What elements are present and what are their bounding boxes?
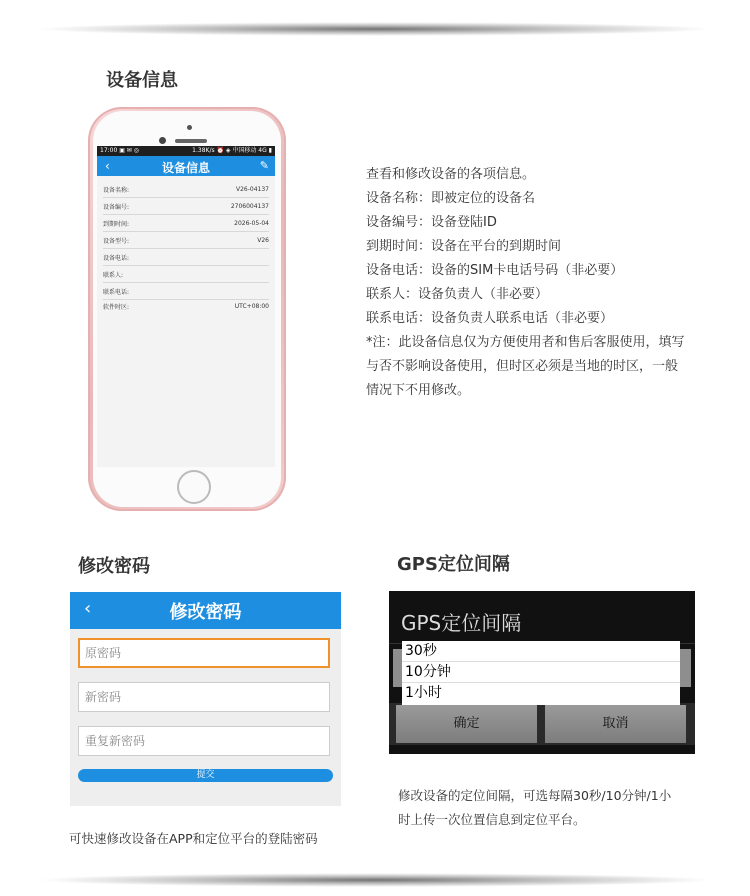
device-info-row-label: 设备编号:: [103, 203, 130, 211]
device-info-row[interactable]: [103, 181, 269, 198]
old-password-input[interactable]: 原密码: [78, 638, 330, 668]
change-password-section-title: 修改密码: [78, 556, 150, 577]
device-info-row[interactable]: [103, 249, 269, 266]
description-line: 设备编号：设备登陆ID: [366, 215, 497, 230]
status-bar: [97, 146, 275, 156]
earpiece-speaker: [175, 139, 207, 143]
device-info-row-label: 设备电话:: [103, 254, 130, 262]
device-info-row[interactable]: [103, 283, 269, 300]
new-password-input[interactable]: 新密码: [78, 682, 330, 712]
device-info-appbar: [97, 156, 275, 176]
status-left: 17:00 ▣ ✉ ◎: [100, 147, 139, 154]
change-password-caption: 可快速修改设备在APP和定位平台的登陆密码: [69, 831, 318, 846]
device-info-row[interactable]: [103, 266, 269, 283]
front-camera: [159, 137, 166, 144]
proximity-sensor: [187, 125, 192, 130]
edit-icon[interactable]: ✎: [259, 159, 269, 172]
confirm-button[interactable]: 确定: [396, 705, 537, 743]
change-password-screen: [70, 592, 341, 806]
description-line: 设备名称：即被定位的设备名: [366, 191, 536, 206]
description-line: 联系人：设备负责人（非必要）: [366, 287, 549, 302]
bottom-divider-shadow: [35, 873, 715, 887]
home-button[interactable]: [177, 470, 211, 504]
gps-interval-options: [402, 641, 680, 705]
change-password-appbar-title: 修改密码: [169, 602, 242, 623]
submit-button[interactable]: 提交: [78, 769, 333, 782]
device-info-row-value: 2026-05-04: [234, 219, 269, 227]
device-info-row-label: 设备型号:: [103, 237, 130, 245]
top-divider-shadow: [35, 22, 715, 36]
dialog-button-row: [389, 703, 695, 745]
repeat-password-input[interactable]: 重复新密码: [78, 726, 330, 756]
device-info-section-title: 设备信息: [106, 70, 178, 91]
description-line: 与否不影响设备使用，但时区必须是当地的时区，一般: [366, 359, 679, 374]
device-info-description: [366, 163, 716, 403]
gps-interval-dialog: [389, 591, 695, 754]
description-line: 联系电话：设备负责人联系电话（非必要）: [366, 311, 614, 326]
device-info-row[interactable]: [103, 198, 269, 215]
dialog-backdrop-right: [679, 649, 691, 687]
back-chevron-icon[interactable]: ‹: [84, 598, 92, 619]
cancel-button[interactable]: 取消: [545, 705, 686, 743]
device-info-row-value: V26-04137: [236, 185, 269, 193]
back-chevron-icon[interactable]: ‹: [105, 159, 110, 173]
description-line: 情况下不用修改。: [366, 383, 471, 398]
description-line: *注：此设备信息仅为方便使用者和售后客服使用，填写: [366, 335, 685, 350]
gps-caption-line1: 修改设备的定位间隔，可选每隔30秒/10分钟/1小: [398, 788, 672, 803]
device-info-row-value: UTC+08:00: [234, 303, 269, 310]
status-right: 1.38K/s ⏰ ◈ 中国移动 4G ▮: [192, 147, 272, 154]
device-info-row[interactable]: [103, 300, 269, 313]
description-line: 设备电话：设备的SIM卡电话号码（非必要）: [366, 263, 624, 278]
gps-dialog-title: GPS定位间隔: [401, 611, 522, 635]
device-info-row[interactable]: [103, 215, 269, 232]
device-info-row-label: 设备名称:: [103, 186, 130, 194]
gps-caption-line2: 时上传一次位置信息到定位平台。: [398, 812, 586, 827]
change-password-appbar: [70, 592, 341, 629]
device-info-row-label: 到期时间:: [103, 220, 130, 228]
gps-option-10min[interactable]: 10分钟: [402, 662, 680, 683]
device-info-row-label: 联系电话:: [103, 288, 130, 296]
device-info-row-label: 软件时区:: [103, 304, 130, 311]
device-info-row-value: V26: [257, 236, 269, 244]
description-line: 查看和修改设备的各项信息。: [366, 167, 536, 182]
gps-option-1h[interactable]: 1小时: [405, 685, 442, 701]
phone-screen: [97, 146, 275, 467]
gps-option-30s[interactable]: 30秒: [402, 641, 680, 662]
description-line: 到期时间：设备在平台的到期时间: [366, 239, 562, 254]
device-info-row[interactable]: [103, 232, 269, 249]
device-info-row-label: 联系人:: [103, 271, 124, 279]
device-info-row-value: 2706004137: [230, 202, 269, 210]
gps-interval-section-title: GPS定位间隔: [397, 554, 510, 575]
device-info-list: [97, 181, 275, 313]
device-info-appbar-title: 设备信息: [161, 161, 210, 175]
